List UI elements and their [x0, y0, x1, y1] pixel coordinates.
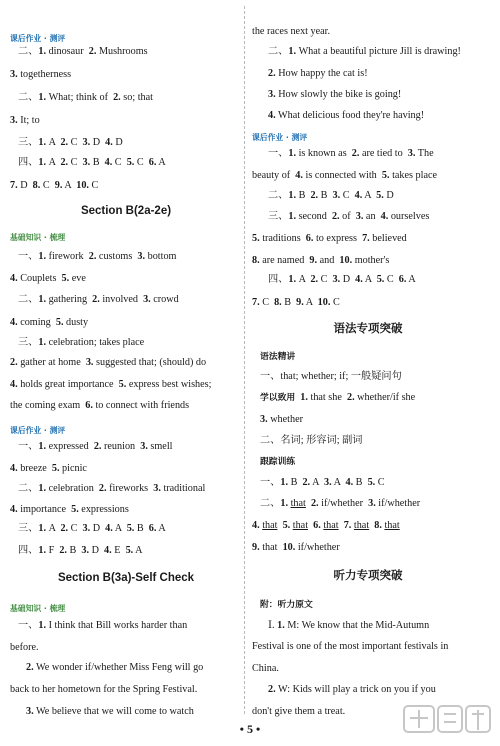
right-answer-line-29: China. [252, 663, 279, 674]
right-subheading-15: 语法精讲 [260, 352, 296, 362]
right-answer-line-16: 一、that; whether; if; 一般疑问句 [260, 371, 402, 382]
left-tag-9: 基础知识 · 梳理 [10, 233, 66, 242]
right-answer-line-7: beauty of 4. is connected with 5. takes place [252, 170, 438, 181]
left-answer-line-23: 三、1. A 2. C 3. D 4. A 5. B 6. A [18, 523, 166, 534]
right-answer-line-23: 4. that 5. that 6. that 7. that 8. that [252, 520, 400, 531]
right-section-heading-14: 语法专项突破 [333, 323, 403, 335]
right-subheading-26: 附：听力原文 [260, 600, 313, 610]
left-answer-line-31: 3. We believe that we will come to watch [26, 706, 194, 717]
left-answer-line-4: 3. It; to [10, 115, 40, 126]
left-answer-line-5: 三、1. A 2. C 3. D 4. D [18, 137, 123, 148]
right-answer-line-27: Ⅰ. 1. M: We know that the Mid-Autumn [268, 620, 430, 631]
left-tag-18: 课后作业 · 测评 [10, 426, 66, 435]
left-answer-line-7: 7. D 8. C 9. A 10. C [10, 180, 99, 191]
right-answer-line-3: 3. How slowly the bike is going! [268, 89, 402, 100]
left-answer-line-24: 四、1. F 2. B 3. D 4. E 5. A [18, 545, 143, 556]
right-answer-line-6: 一、1. is known as 2. are tied to 3. The [268, 148, 434, 159]
left-answer-line-1: 二、1. dinosaur 2. Mushrooms [18, 46, 148, 57]
left-answer-line-11: 4. Couplets 5. eve [10, 273, 86, 284]
left-answer-line-6: 四、1. A 2. C 3. B 4. C 5. C 6. A [18, 157, 166, 168]
left-answer-line-21: 二、1. celebration 2. fireworks 3. traditional [18, 483, 206, 494]
left-tag-0: 课后作业 · 测评 [10, 34, 66, 43]
right-answer-line-24: 9. that 10. if/whether [252, 542, 340, 553]
right-answer-line-21: 一、1. B 2. A 3. A 4. B 5. C [260, 477, 385, 488]
left-section-heading-25: Section B(3a)-Self Check [57, 572, 195, 584]
right-answer-line-30: 2. W: Kids will play a trick on you if you [268, 684, 436, 695]
left-answer-line-17: the coming exam 6. to connect with friends [10, 400, 190, 411]
page-number: • 5 • [239, 722, 261, 736]
right-answer-line-10: 5. traditions 6. to express 7. believed [252, 233, 407, 244]
right-answer-line-0: the races next year. [252, 26, 331, 37]
right-tag-5: 课后作业 · 测评 [252, 133, 308, 142]
left-answer-line-13: 4. coming 5. dusty [10, 317, 89, 328]
right-answer-line-12: 四、1. A 2. C 3. D 4. A 5. C 6. A [268, 274, 416, 285]
left-tag-26: 基础知识 · 梳理 [10, 604, 66, 613]
right-answer-line-22: 二、1. that 2. if/whether 3. if/whether [260, 498, 421, 509]
left-answer-line-2: 3. togetherness [10, 69, 72, 80]
left-answer-line-19: 一、1. expressed 2. reunion 3. smell [18, 441, 173, 452]
right-answer-line-1: 二、1. What a beautiful picture Jill is drawing! [268, 46, 461, 57]
right-answer-line-4: 4. What delicious food they're having! [268, 110, 425, 121]
right-answer-line-31: don't give them a treat. [252, 706, 346, 717]
left-answer-line-10: 一、1. firework 2. customs 3. bottom [18, 251, 177, 262]
left-answer-line-14: 三、1. celebration; takes place [18, 337, 145, 348]
left-answer-line-16: 4. holds great importance 5. express best wishes; [10, 379, 212, 390]
left-answer-line-30: back to her hometown for the Spring Festival. [10, 684, 198, 695]
left-answer-line-22: 4. importance 5. expressions [10, 504, 129, 515]
right-section-heading-25: 听力专项突破 [333, 570, 403, 582]
right-answer-line-2: 2. How happy the cat is! [268, 68, 368, 79]
left-answer-line-29: 2. We wonder if/whether Miss Feng will go [26, 662, 204, 673]
right-answer-line-11: 8. are named 9. and 10. mother's [252, 255, 390, 266]
right-answer-line-13: 7. C 8. B 9. A 10. C [252, 297, 340, 308]
right-answer-line-28: Festival is one of the most important festivals in [252, 641, 449, 652]
column-divider [244, 6, 245, 714]
left-section-heading-8: Section B(2a-2e) [80, 205, 172, 217]
right-subheading-20: 跟踪训练 [260, 457, 296, 467]
right-answer-line-17: 学以致用 1. that she 2. whether/if she [260, 392, 416, 403]
left-answer-line-12: 二、1. gathering 2. involved 3. crowd [18, 294, 179, 305]
left-answer-line-15: 2. gather at home 3. suggested that; (should) do [10, 357, 207, 368]
right-answer-line-8: 二、1. B 2. B 3. C 4. A 5. D [268, 190, 394, 201]
left-answer-line-28: before. [10, 642, 39, 653]
watermark-logo [402, 700, 494, 740]
left-answer-line-20: 4. breeze 5. picnic [10, 463, 87, 474]
left-answer-line-3: 二、1. What; think of 2. so; that [18, 92, 153, 103]
right-answer-line-18: 3. whether [260, 414, 303, 425]
right-answer-line-19: 二、名词; 形容词; 副词 [260, 435, 363, 446]
left-answer-line-27: 一、1. I think that Bill works harder than [18, 620, 188, 631]
right-answer-line-9: 三、1. second 2. of 3. an 4. ourselves [268, 211, 430, 222]
